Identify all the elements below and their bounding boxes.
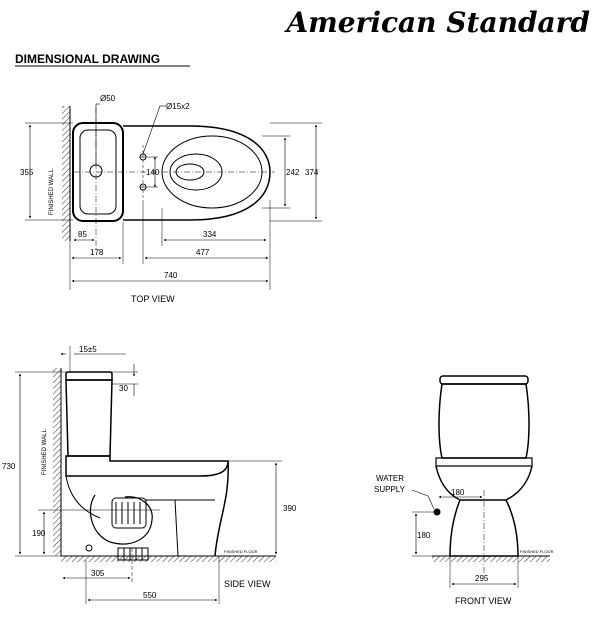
leader-bolts bbox=[143, 106, 160, 154]
dim-depth: 355 bbox=[20, 168, 34, 177]
dim-overall-width: 374 bbox=[305, 168, 319, 177]
top-view bbox=[25, 104, 322, 290]
front-tank-lid bbox=[440, 376, 528, 384]
dim-bolt-holes: Ø15x2 bbox=[166, 102, 190, 111]
side-tank-lid bbox=[66, 372, 112, 380]
side-back bbox=[66, 476, 100, 518]
leader-supply bbox=[412, 490, 434, 509]
dim-outlet-front: 334 bbox=[203, 230, 217, 239]
dim-supply-height: 190 bbox=[32, 529, 46, 538]
front-floor-label: FINISHED FLOOR bbox=[520, 549, 554, 554]
dim-lid-height: 30 bbox=[119, 384, 128, 393]
page-title: DIMENSIONAL DRAWING bbox=[15, 52, 161, 66]
dim-rim-height: 390 bbox=[283, 504, 297, 513]
dim-bolt-spacing: 140 bbox=[146, 168, 160, 177]
dim-base-length: 550 bbox=[143, 591, 157, 600]
front-floor-hatch bbox=[432, 556, 550, 562]
dim-bowl-width: 242 bbox=[286, 168, 300, 177]
brand-logo: American Standard bbox=[286, 6, 590, 39]
front-view-label: FRONT VIEW bbox=[455, 596, 512, 606]
side-supply bbox=[86, 545, 92, 551]
side-seat bbox=[66, 456, 228, 476]
side-floor-hatch bbox=[61, 556, 276, 562]
top-wall-label: FINISHED WALL bbox=[49, 169, 55, 215]
dim-front-base: 295 bbox=[475, 574, 489, 583]
side-view-label: SIDE VIEW bbox=[224, 579, 271, 589]
dim-supply-offset: 180 bbox=[451, 488, 465, 497]
front-supply bbox=[434, 509, 440, 515]
front-view bbox=[412, 376, 550, 588]
side-trap-inner bbox=[112, 498, 146, 528]
water-supply-label-1: WATER bbox=[376, 474, 404, 483]
side-trap bbox=[90, 495, 152, 544]
side-view bbox=[15, 346, 282, 604]
dim-outlet-dia: Ø50 bbox=[100, 94, 116, 103]
side-wall-label: FINISHED WALL bbox=[42, 429, 48, 475]
dim-front-supply-height: 180 bbox=[417, 531, 431, 540]
front-tank bbox=[439, 384, 529, 458]
top-view-label: TOP VIEW bbox=[131, 294, 175, 304]
dim-overall-height: 730 bbox=[2, 462, 16, 471]
dim-rough-in: 305 bbox=[91, 569, 105, 578]
dim-wall-outlet: 85 bbox=[78, 230, 87, 239]
dim-tank-depth: 178 bbox=[90, 248, 104, 257]
water-supply-label-2: SUPPLY bbox=[374, 485, 405, 494]
dim-gap: 15±5 bbox=[79, 345, 97, 354]
side-tank bbox=[66, 380, 112, 456]
side-wall-hatch bbox=[53, 368, 61, 556]
side-floor-label: FINISHED FLOOR bbox=[224, 549, 258, 554]
front-view-labels bbox=[374, 474, 554, 606]
side-front bbox=[215, 461, 228, 556]
top-wall-hatch bbox=[62, 106, 70, 241]
dim-bowl-length: 477 bbox=[196, 248, 210, 257]
front-seat bbox=[436, 458, 532, 466]
dim-overall-length: 740 bbox=[164, 271, 178, 280]
